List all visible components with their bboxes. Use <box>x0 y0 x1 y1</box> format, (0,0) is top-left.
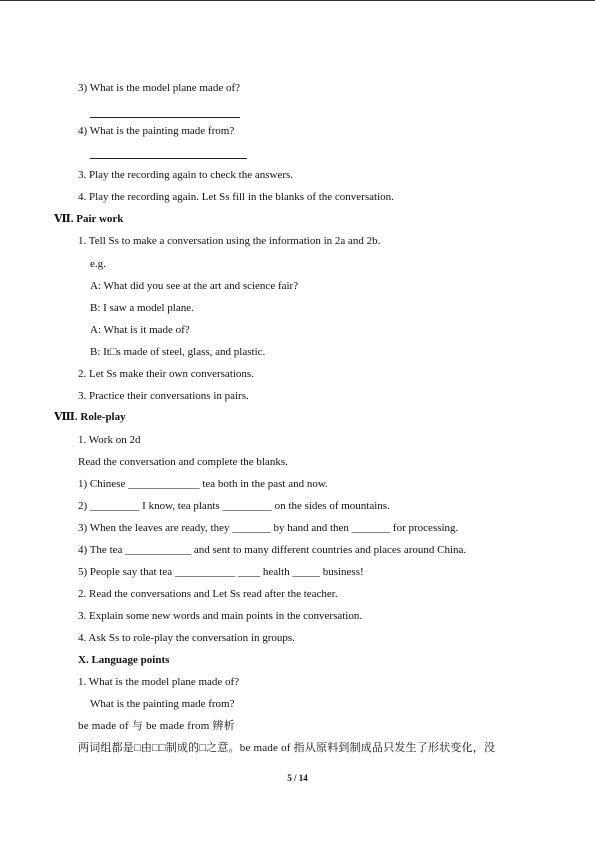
example-label: e.g. <box>90 258 106 270</box>
page-number: 5 / 14 <box>287 773 308 783</box>
role-play-step-4: 4. Ask Ss to role-play the conversation in groups. <box>78 632 295 644</box>
pair-work-step-1: 1. Tell Ss to make a conversation using the information in 2a and 2b. <box>78 235 381 247</box>
section-heading-pair-work: Ⅶ. Pair work <box>54 213 124 225</box>
blank-sentence-1: 1) Chinese _____________ tea both in the past and now. <box>78 478 328 490</box>
role-play-step-3: 3. Explain some new words and main points in the conversation. <box>78 610 363 622</box>
conversation-line-b2: B: It□s made of steel, glass, and plastic. <box>90 346 266 358</box>
answer-blank-3[interactable] <box>90 117 240 118</box>
section-heading-language-points: X. Language points <box>78 654 170 666</box>
language-point-comparison-title: be made of 与 be made from 辨析 <box>78 720 235 732</box>
blank-sentence-4: 4) The tea ____________ and sent to many different countries and places around China. <box>78 544 467 556</box>
conversation-line-b1: B: I saw a model plane. <box>90 302 194 314</box>
question-4: 4) What is the painting made from? <box>78 125 235 137</box>
language-point-1-second-question: What is the painting made from? <box>90 698 235 710</box>
language-point-1: 1. What is the model plane made of? <box>78 676 240 688</box>
role-play-step-1: 1. Work on 2d <box>78 434 141 446</box>
conversation-line-a2: A: What is it made of? <box>90 324 190 336</box>
step-3: 3. Play the recording again to check the answers. <box>78 169 294 181</box>
question-3: 3) What is the model plane made of? <box>78 82 240 94</box>
section-heading-role-play: Ⅷ. Role-play <box>54 411 126 423</box>
language-point-explanation: 两词组都是□由□□制成的□之意。be made of 指从原料到制成品只发生了形状变化，没 <box>78 742 496 754</box>
blank-sentence-5: 5) People say that tea ___________ ____ health _____ business! <box>78 566 364 578</box>
role-play-step-2: 2. Read the conversations and Let Ss read after the teacher. <box>78 588 338 600</box>
blank-sentence-2: 2) _________ I know, tea plants _________ on the sides of mountains. <box>78 500 390 512</box>
step-4: 4. Play the recording again. Let Ss fill in the blanks of the conversation. <box>78 191 394 203</box>
role-play-instruction: Read the conversation and complete the blanks. <box>78 456 288 468</box>
answer-blank-4[interactable] <box>90 158 247 159</box>
blank-sentence-3: 3) When the leaves are ready, they _______ by hand and then _______ for processing. <box>78 522 459 534</box>
conversation-line-a1: A: What did you see at the art and science fair? <box>90 280 299 292</box>
pair-work-step-3: 3. Practice their conversations in pairs. <box>78 390 249 402</box>
page-top-rule <box>0 0 595 1</box>
pair-work-step-2: 2. Let Ss make their own conversations. <box>78 368 254 380</box>
